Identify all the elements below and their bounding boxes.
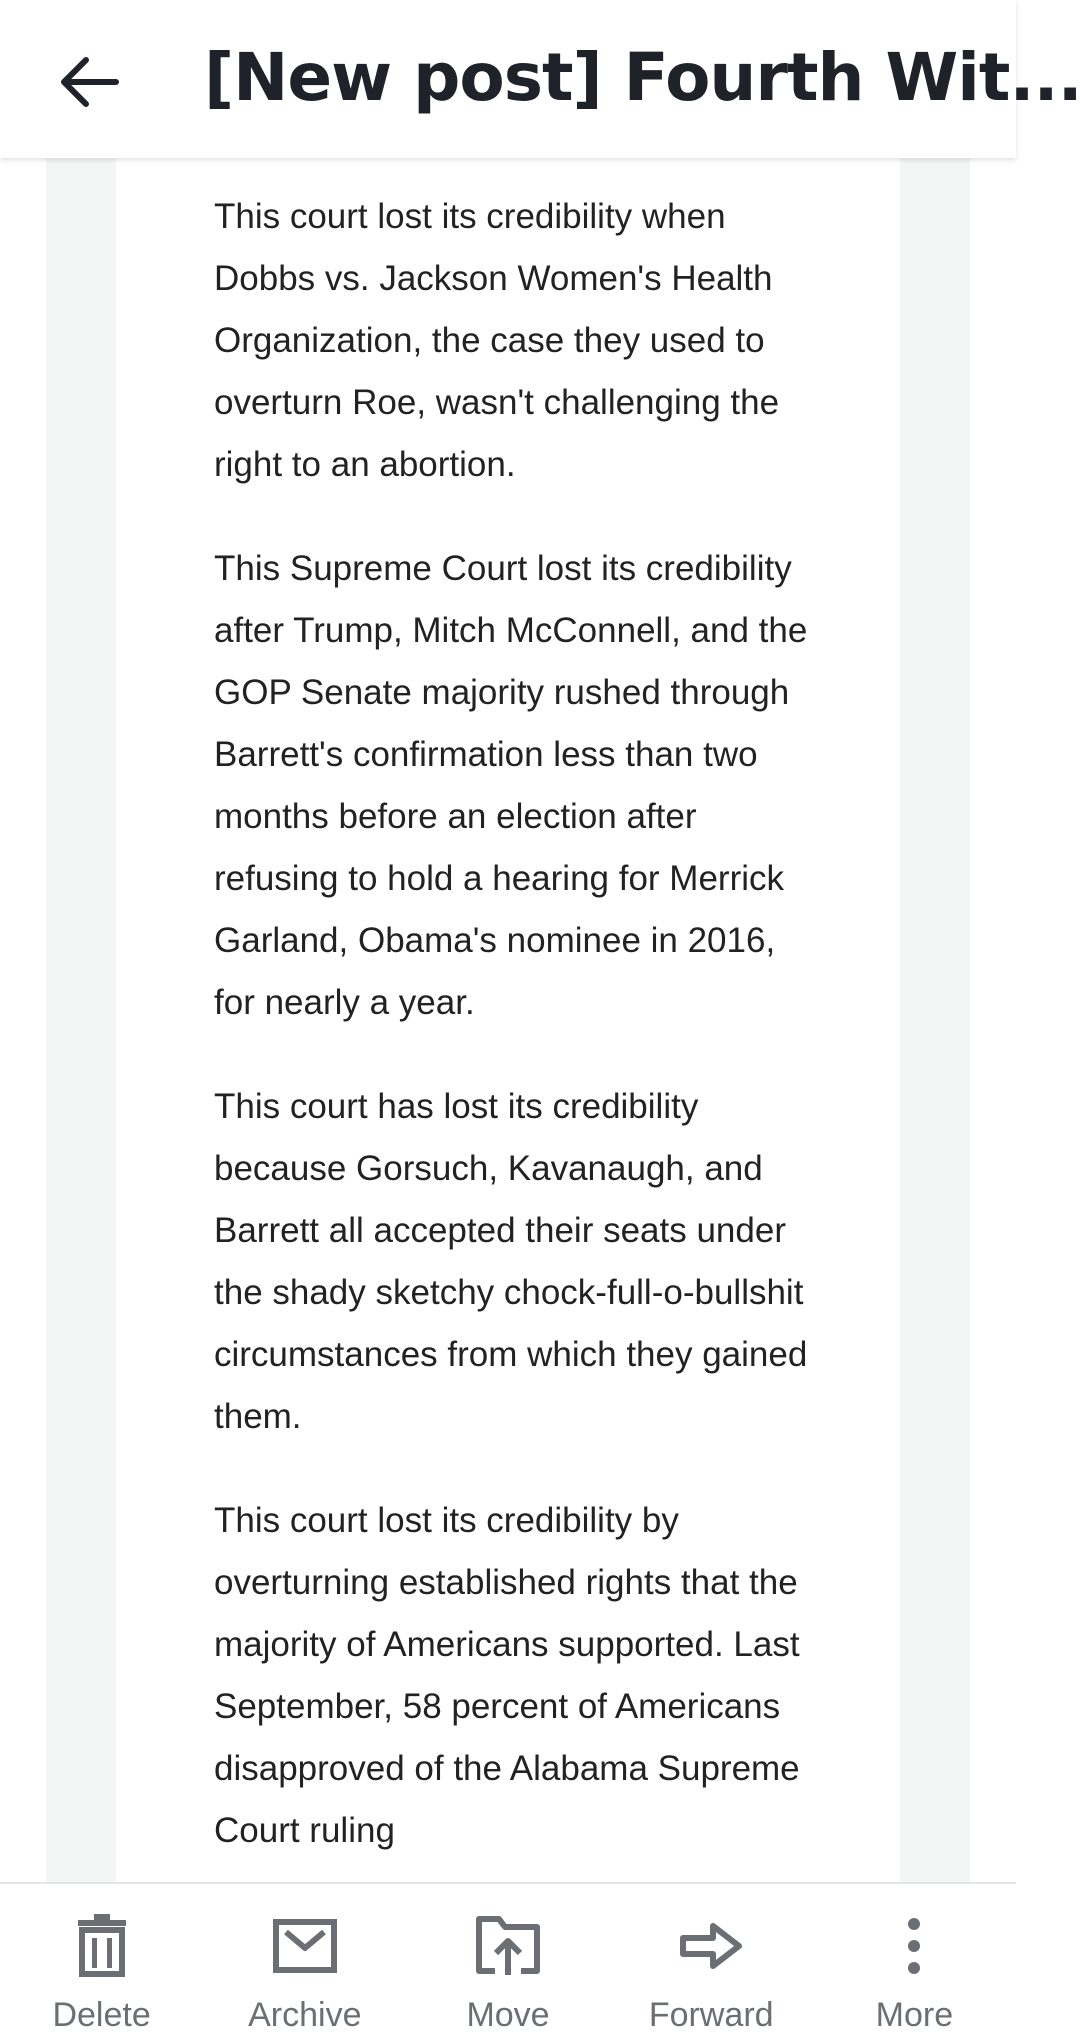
bottom-toolbar <box>0 1882 1016 2040</box>
email-paragraph: This court lost its credibility by overturning established rights that the majority of Americans supported. Last September, 58 percent of Americans disapproved of the Alabama Supreme Court ruling <box>214 1501 800 1850</box>
email-body <box>214 186 814 1904</box>
archive-button[interactable] <box>203 1884 406 2040</box>
forward-label: Forward <box>648 1996 774 2034</box>
trash-icon <box>66 1910 138 1982</box>
move-label: Move <box>466 1996 550 2034</box>
email-paragraph: This court lost its credibility when Dobbs vs. Jackson Women's Health Organization, the case they used to overturn Roe, wasn't challenging the right to an abortion. <box>214 197 780 484</box>
folder-move-icon <box>472 1910 544 1982</box>
delete-button[interactable] <box>0 1884 203 2040</box>
email-content-area[interactable] <box>0 158 1016 1882</box>
more-label: More <box>875 1996 954 2034</box>
back-button[interactable] <box>48 42 128 122</box>
archive-label: Archive <box>248 1996 362 2034</box>
arrow-left-icon <box>56 56 120 108</box>
header-bar <box>0 0 1082 158</box>
email-paragraph: This court has lost its credibility because Gorsuch, Kavanaugh, and Barrett all accepted their seats under the shady sketchy chock-full-o-bullshit circumstances from which they gained them. <box>214 1087 808 1436</box>
vertical-dots-icon <box>878 1910 950 1982</box>
arrow-right-icon <box>675 1910 747 1982</box>
archive-box-icon <box>269 1910 341 1982</box>
delete-label: Delete <box>52 1996 151 2034</box>
move-button[interactable] <box>406 1884 609 2040</box>
page-title: [New post] Fourth Wit... <box>204 39 1082 116</box>
email-paragraph: This Supreme Court lost its credibility after Trump, Mitch McConnell, and the GOP Senate majority rushed through Barrett's confirmation less than two months before an election after refusing to hold a hearing for Merrick Garland, Obama's nominee in 2016, for nearly a year. <box>214 549 808 1022</box>
forward-button[interactable] <box>610 1884 813 2040</box>
more-button[interactable] <box>813 1884 1016 2040</box>
